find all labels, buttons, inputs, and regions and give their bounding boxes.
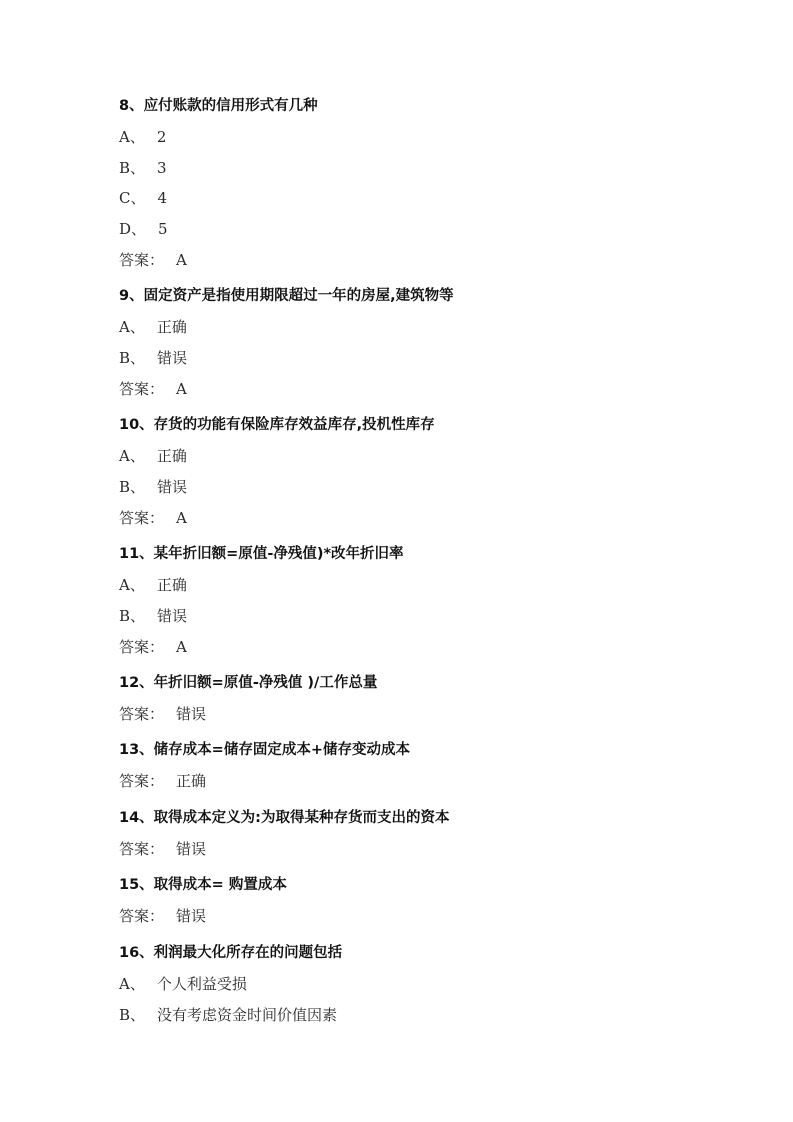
option-label: A、 [119, 447, 145, 465]
option-item [119, 446, 187, 466]
option-item [119, 348, 187, 368]
option-label: B、 [119, 349, 146, 367]
answer-value: 错误 [176, 907, 207, 925]
answer-line [119, 379, 187, 399]
option-text: 个人利益受损 [156, 975, 247, 993]
option-text: 正确 [156, 576, 187, 594]
answer-label: 答案： [119, 509, 165, 527]
question-title: 16、利润最大化所存在的问题包括 [119, 945, 343, 961]
answer-value: 正确 [176, 772, 207, 790]
question-title: 10、存货的功能有保险库存效益库存,投机性库存 [119, 417, 435, 433]
option-label: B、 [119, 478, 146, 496]
option-text: 正确 [156, 318, 187, 336]
option-item [119, 158, 167, 178]
answer-line [119, 704, 206, 724]
option-text: 3 [157, 159, 167, 177]
option-item [119, 477, 187, 497]
option-text: 2 [156, 128, 167, 146]
option-text: 没有考虑资金时间价值因素 [157, 1006, 338, 1024]
option-text: 错误 [157, 478, 188, 496]
answer-value: A [176, 638, 187, 656]
answer-label: 答案： [119, 772, 165, 790]
option-text: 错误 [157, 607, 188, 625]
option-label: B、 [119, 159, 146, 177]
option-item [119, 575, 187, 595]
answer-label: 答案： [119, 705, 165, 723]
option-label: A、 [119, 975, 145, 993]
question-title: 13、储存成本=储存固定成本+储存变动成本 [119, 742, 410, 758]
answer-value: 错误 [176, 840, 207, 858]
option-item [119, 1005, 337, 1025]
answer-line [119, 250, 187, 270]
answer-label: 答案： [119, 907, 165, 925]
answer-line [119, 839, 206, 859]
option-label: C、 [119, 189, 146, 207]
answer-label: 答案： [119, 840, 165, 858]
option-item [119, 219, 168, 239]
option-label: A、 [119, 318, 145, 336]
option-label: B、 [119, 1006, 146, 1024]
question-title: 12、年折旧额=原值-净残值 )/工作总量 [119, 675, 378, 691]
option-text: 4 [157, 189, 168, 207]
answer-line [119, 906, 206, 926]
answer-line [119, 508, 187, 528]
answer-line [119, 771, 206, 791]
answer-value: A [176, 509, 187, 527]
option-label: B、 [119, 607, 146, 625]
answer-value: A [176, 380, 187, 398]
option-item [119, 606, 187, 626]
answer-label: 答案： [119, 380, 165, 398]
answer-label: 答案： [119, 638, 165, 656]
option-item [119, 317, 187, 337]
answer-value: A [176, 251, 187, 269]
option-label: A、 [119, 576, 145, 594]
option-text: 正确 [156, 447, 187, 465]
option-text: 错误 [157, 349, 188, 367]
option-item [119, 188, 167, 208]
question-title: 8、应付账款的信用形式有几种 [119, 98, 318, 114]
option-label: D、 [119, 220, 147, 238]
answer-value: 错误 [176, 705, 207, 723]
answer-line [119, 637, 187, 657]
answer-label: 答案： [119, 251, 165, 269]
option-label: A、 [119, 128, 145, 146]
option-item [119, 127, 166, 147]
question-title: 15、取得成本= 购置成本 [119, 877, 287, 893]
option-text: 5 [158, 220, 168, 238]
question-title: 11、某年折旧额=原值-净残值)*改年折旧率 [119, 546, 404, 562]
question-title: 14、取得成本定义为:为取得某种存货而支出的资本 [119, 810, 450, 826]
option-item [119, 974, 247, 994]
question-title: 9、固定资产是指使用期限超过一年的房屋,建筑物等 [119, 288, 454, 304]
